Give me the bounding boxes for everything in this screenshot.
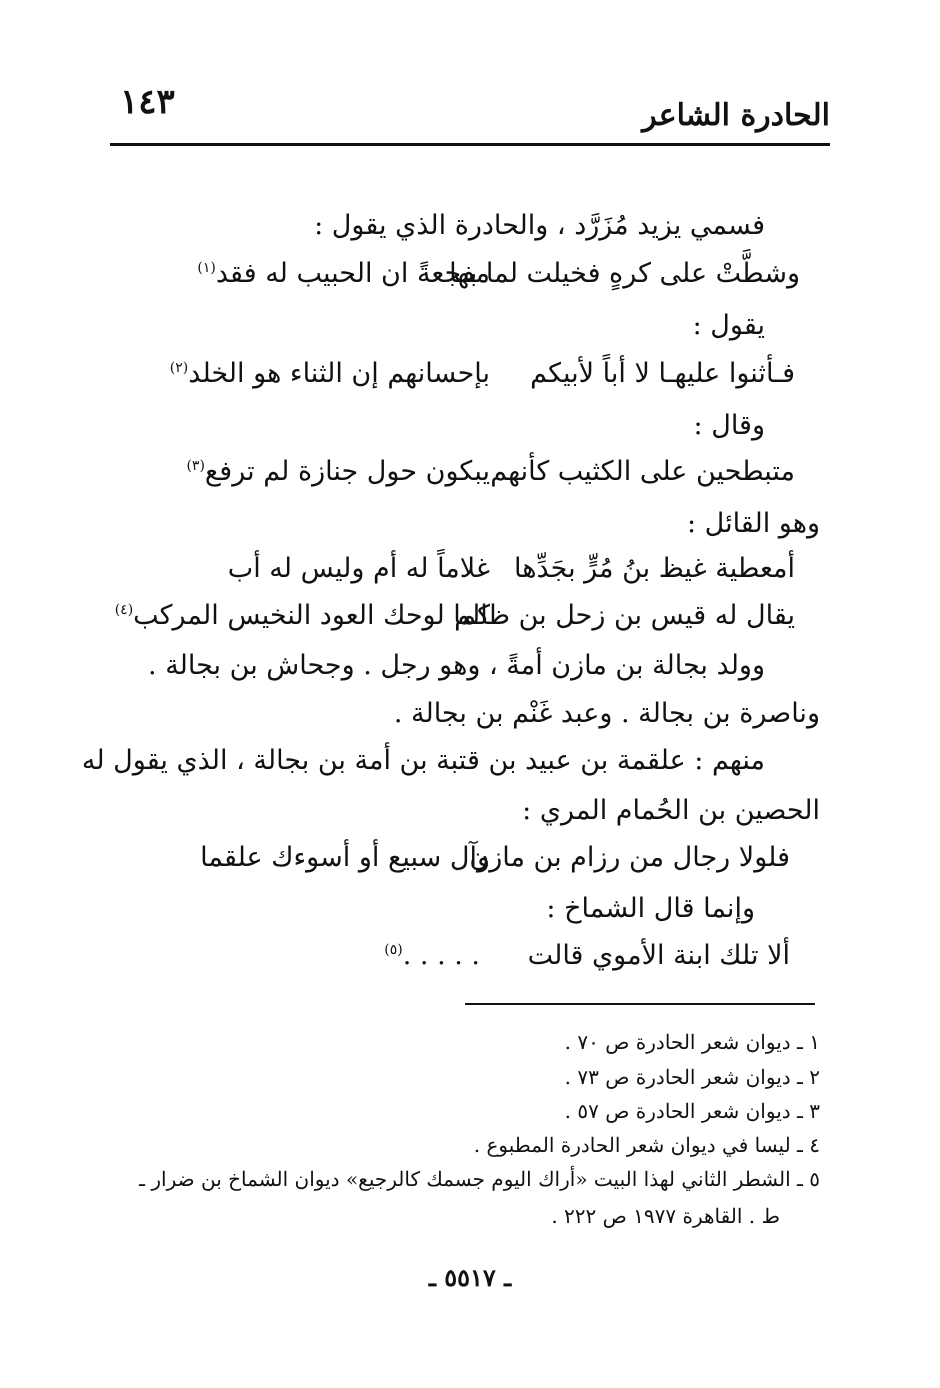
running-header-title: الحادرة الشاعر [642,98,830,133]
text-line: وهو القائل : [686,508,820,539]
footnote: ٢ ـ ديوان شعر الحادرة ص ٧٣ . [564,1065,820,1089]
footnote: ١ ـ ديوان شعر الحادرة ص ٧٠ . [564,1030,820,1054]
verse-first-hemistich: فـأثنوا عليهـا لا أباً لأبيكم [530,358,795,389]
text-line: الحصين بن الحُمام المري : [522,795,820,826]
text-line: منهم : علقمة بن عبيد بن قتبة بن أمة بن بجالة ، الذي يقول له [81,745,765,776]
verse-first-hemistich: فلولا رجال من رزام بن مازن [469,842,790,873]
footnote: ٤ ـ ليسا في ديوان شعر الحادرة المطبوع . [473,1133,820,1157]
page-number-top: ١٤٣ [120,82,175,122]
text-line: وقال : [693,410,765,441]
text-line: وإنما قال الشماخ : [546,893,755,924]
verse-first-hemistich: متبطحين على الكثيب كأنهم [490,456,795,487]
verse-second-hemistich: مفجعةً ان الحبيب له فقد$^{(١)}$ [197,258,490,289]
verse-second-hemistich: كما لوحك العود النخيس المركب$^{(٤)}$ [114,600,490,631]
text-line: فسمي يزيد مُزَرَّد ، والحادرة الذي يقول : [314,210,765,241]
verse-second-hemistich: بإحسانهم إن الثناء هو الخلد$^{(٢)}$ [169,358,490,389]
verse-first-hemistich: أمعطية غيظ بنُ مُرٍّ بجَدِّها [514,553,795,584]
footnote-marker: (١) [197,260,216,276]
footnote-continuation: ط . القاهرة ١٩٧٧ ص ٢٢٢ . [551,1204,780,1228]
verse-first-hemistich: ألا تلك ابنة الأموي قالت [527,940,790,971]
verse-first-hemistich: يقال له قيس بن زحل بن ظالم [454,600,795,631]
footnote-marker: (٣) [186,458,205,474]
text-line: وولد بجالة بن مازن أمةً ، وهو رجل . وجحاش بن بجالة . [148,650,765,681]
footnote: ٥ ـ الشطر الثاني لهذا البيت «أراك اليوم جسمك كالرجيع» ديوان الشماخ بن ضرار ـ [139,1167,820,1191]
verse-second-hemistich: يبكون حول جنازة لم ترفع$^{(٣)}$ [186,456,490,487]
page-number-bottom: ـ ٥٥١٧ ـ [428,1263,512,1292]
footnote-rule [465,1003,815,1005]
footnote-marker: (٢) [169,360,189,376]
verse-second-hemistich: وآل سبيع أو أسوءك علقما [200,842,490,873]
text-line: يقول : [692,310,765,341]
verse-first-hemistich: وشطَّتْ على كرهٍ فخيلت لما بها [449,258,800,289]
text-line: وناصرة بن بجالة . وعبد غَنْم بن بجالة . [393,698,820,729]
verse-second-hemistich: . . . . .$^{(٥)}$ [384,940,480,971]
footnote-marker: (٤) [114,602,134,618]
header-rule [110,143,830,146]
verse-second-hemistich: غلاماً له أم وليس له أب [227,553,490,584]
footnote-marker: (٥) [384,942,403,958]
footnote: ٣ ـ ديوان شعر الحادرة ص ٥٧ . [564,1099,820,1123]
